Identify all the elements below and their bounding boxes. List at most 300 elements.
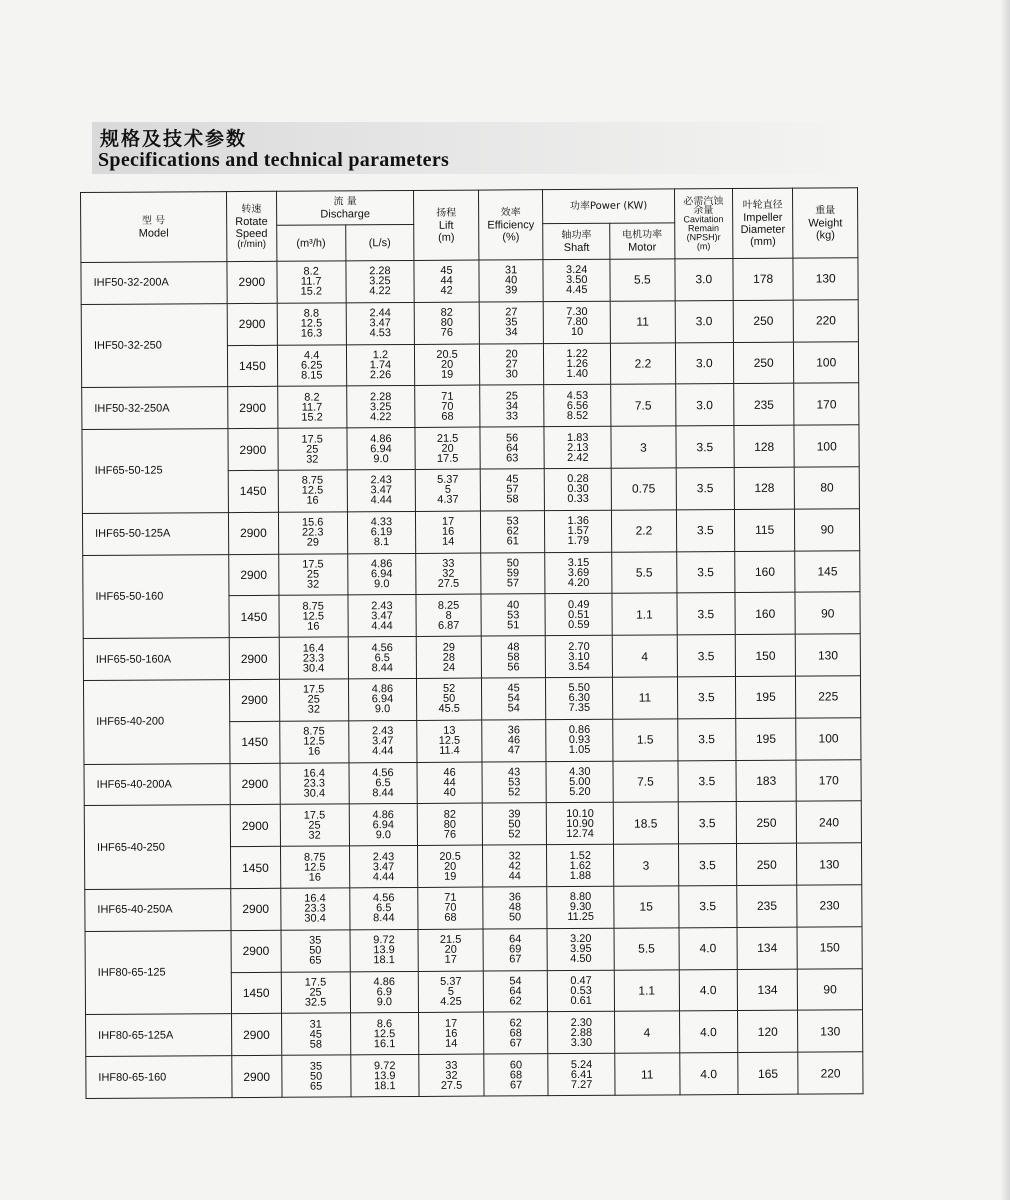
header-model: 型 号 Model xyxy=(81,192,227,263)
discharge-ls-cell-value: 16.1 xyxy=(373,1037,396,1050)
discharge-m3h-cell-value: 12.5 xyxy=(302,610,325,623)
shaft-power-cell-value: 0.51 xyxy=(568,608,590,621)
discharge-m3h-cell-value: 58 xyxy=(309,1038,323,1051)
efficiency-cell-value: 40 xyxy=(506,599,520,612)
discharge-m3h-cell-value: 25 xyxy=(307,693,320,706)
efficiency-cell xyxy=(479,260,544,302)
weight-cell: 100 xyxy=(794,425,859,467)
header-discharge: 流 量 Discharge xyxy=(276,190,414,225)
efficiency-cell-value: 27 xyxy=(505,306,518,319)
efficiency-cell-value: 57 xyxy=(506,483,519,496)
discharge-m3h-cell xyxy=(279,637,348,679)
discharge-ls-cell-value: 2.43 xyxy=(372,850,395,863)
discharge-m3h-cell xyxy=(277,386,346,428)
lift-cell-value: 68 xyxy=(441,410,454,423)
discharge-m3h-cell-value: 25 xyxy=(306,443,319,456)
table-row xyxy=(85,926,862,973)
efficiency-cell-value: 56 xyxy=(505,431,519,444)
header-npsh: 必需汽蚀 余量 Cavitation Remain (NPSH)r (m) xyxy=(674,189,733,259)
motor-power-cell: 11 xyxy=(615,1053,680,1095)
discharge-ls-cell-value: 4.44 xyxy=(370,494,393,507)
efficiency-cell-value: 34 xyxy=(505,400,519,413)
motor-power-cell: 4 xyxy=(612,635,677,677)
section-heading xyxy=(92,122,862,174)
discharge-ls-cell xyxy=(347,469,416,511)
shaft-power-cell-value: 6.30 xyxy=(568,692,591,705)
discharge-m3h-cell-value: 32 xyxy=(306,453,319,466)
table-row xyxy=(84,801,861,848)
shaft-power-cell-value: 0.86 xyxy=(568,724,591,737)
shaft-power-cell xyxy=(544,385,611,427)
discharge-m3h-cell-value: 8.2 xyxy=(304,391,320,404)
npsh-cell: 3.5 xyxy=(677,593,736,635)
npsh-cell: 3.5 xyxy=(678,885,737,927)
discharge-m3h-cell-value: 25 xyxy=(308,819,321,832)
lift-cell xyxy=(415,469,480,511)
header-row-top xyxy=(81,188,858,227)
discharge-ls-cell-value: 6.5 xyxy=(374,651,390,664)
shaft-power-cell-value: 0.53 xyxy=(570,984,592,997)
weight-cell: 130 xyxy=(797,843,862,885)
discharge-ls-cell-value: 18.1 xyxy=(374,1079,396,1092)
discharge-m3h-cell xyxy=(277,344,346,386)
lift-cell-value: 12.5 xyxy=(438,734,461,747)
lift-cell-value: 14 xyxy=(445,1037,458,1050)
efficiency-cell-value: 62 xyxy=(509,1017,522,1030)
shaft-power-cell-value: 3.20 xyxy=(570,933,592,946)
shaft-power-cell-value: 4.50 xyxy=(570,953,592,966)
shaft-power-cell-value: 0.28 xyxy=(567,473,589,486)
lift-cell-value: 50 xyxy=(442,693,456,706)
efficiency-cell-value: 25 xyxy=(505,390,519,403)
discharge-m3h-cell-value: 50 xyxy=(309,944,322,957)
discharge-m3h-cell xyxy=(277,303,346,345)
discharge-m3h-cell xyxy=(280,721,349,763)
efficiency-cell-value: 50 xyxy=(508,911,522,924)
shaft-power-cell-value: 7.80 xyxy=(566,316,588,329)
discharge-m3h-cell-value: 16 xyxy=(307,620,320,633)
lift-cell xyxy=(418,845,483,887)
discharge-m3h-cell-value: 12.5 xyxy=(303,735,325,748)
shaft-power-cell xyxy=(548,1012,615,1054)
model-cell: IHF65-40-200 xyxy=(83,680,229,764)
speed-cell: 1450 xyxy=(227,345,277,387)
impeller-diameter-cell: 250 xyxy=(733,300,794,342)
lift-cell-value: 45 xyxy=(440,265,453,278)
motor-power-cell: 11 xyxy=(610,301,675,343)
model-cell: IHF50-32-250 xyxy=(81,303,227,387)
shaft-power-cell xyxy=(546,761,613,803)
discharge-ls-cell-value: 9.72 xyxy=(373,934,395,947)
lift-cell-value: 17 xyxy=(441,515,455,528)
lift-cell-value: 11.4 xyxy=(439,744,460,757)
weight-cell: 90 xyxy=(795,509,860,551)
discharge-ls-cell xyxy=(349,887,418,929)
discharge-m3h-cell-value: 8.2 xyxy=(303,265,319,279)
discharge-ls-cell xyxy=(346,386,415,428)
lift-cell-value: 45.5 xyxy=(438,703,460,716)
motor-power-cell: 5.5 xyxy=(612,551,677,593)
efficiency-cell-value: 40 xyxy=(504,274,518,287)
npsh-cell: 3.0 xyxy=(675,300,734,342)
impeller-diameter-cell: 250 xyxy=(736,843,797,885)
table-row xyxy=(81,258,858,305)
discharge-ls-cell-value: 4.44 xyxy=(372,870,395,883)
lift-cell xyxy=(418,929,483,971)
shaft-power-cell-value: 1.57 xyxy=(567,525,590,538)
shaft-power-cell-value: 4.30 xyxy=(569,765,591,778)
discharge-m3h-cell xyxy=(281,930,350,972)
shaft-power-cell-value: 1.88 xyxy=(569,869,592,882)
shaft-power-cell-value: 1.36 xyxy=(567,515,589,528)
header-shaft-power: 轴功率 Shaft xyxy=(543,223,610,259)
lift-cell-value: 82 xyxy=(440,306,453,319)
speed-cell: 2900 xyxy=(228,387,278,429)
efficiency-cell xyxy=(480,469,545,511)
discharge-ls-cell-value: 1.74 xyxy=(369,359,392,372)
lift-cell-value: 24 xyxy=(442,661,456,674)
efficiency-cell-value: 69 xyxy=(509,943,522,956)
shaft-power-cell-value: 3.69 xyxy=(567,566,590,579)
impeller-diameter-cell: 128 xyxy=(734,425,795,467)
speed-cell: 2900 xyxy=(231,888,281,930)
efficiency-cell-value: 67 xyxy=(509,1078,523,1091)
lift-cell xyxy=(414,302,479,344)
discharge-ls-cell-value: 4.56 xyxy=(371,641,393,654)
discharge-m3h-cell-value: 30.4 xyxy=(304,912,326,925)
efficiency-cell xyxy=(483,1012,548,1054)
lift-cell-value: 68 xyxy=(444,912,457,925)
lift-cell-value: 44 xyxy=(443,776,456,789)
efficiency-cell-value: 58 xyxy=(506,493,519,506)
npsh-cell: 3.5 xyxy=(678,760,737,802)
shaft-power-cell-value: 0.30 xyxy=(567,483,589,496)
heading-title-en: Specifications and technical parameters xyxy=(98,149,450,171)
shaft-power-cell-value: 2.70 xyxy=(568,640,590,653)
efficiency-cell xyxy=(480,427,545,469)
discharge-ls-cell-value: 4.86 xyxy=(370,558,393,571)
shaft-power-cell-value: 4.53 xyxy=(566,389,589,402)
shaft-power-cell-value: 10.90 xyxy=(566,817,594,830)
speed-cell: 1450 xyxy=(229,596,279,638)
model-cell: IHF65-50-125 xyxy=(82,429,228,513)
table-row xyxy=(83,634,860,681)
model-cell: IHF80-65-160 xyxy=(86,1056,232,1099)
discharge-ls-cell xyxy=(349,804,418,846)
lift-cell xyxy=(419,971,484,1013)
discharge-ls-cell-value: 3.25 xyxy=(369,275,391,288)
lift-cell xyxy=(417,762,482,804)
weight-cell: 130 xyxy=(798,1010,863,1052)
lift-cell-value: 17.5 xyxy=(436,452,459,465)
discharge-ls-cell-value: 9.0 xyxy=(375,828,392,841)
discharge-ls-cell-value: 3.47 xyxy=(369,317,391,330)
efficiency-cell xyxy=(481,636,546,678)
discharge-m3h-cell-value: 17.5 xyxy=(301,433,323,446)
efficiency-cell-value: 42 xyxy=(508,859,521,872)
discharge-ls-cell xyxy=(348,637,417,679)
discharge-m3h-cell-value: 17.5 xyxy=(302,558,324,571)
motor-power-cell: 1.1 xyxy=(612,593,677,635)
lift-cell-value: 33 xyxy=(442,557,455,570)
discharge-m3h-cell-value: 45 xyxy=(309,1028,322,1041)
speed-cell: 2900 xyxy=(231,1014,281,1056)
model-cell: IHF65-40-250A xyxy=(85,889,231,932)
efficiency-cell-value: 52 xyxy=(508,828,521,841)
discharge-m3h-cell-value: 17.5 xyxy=(303,809,326,822)
npsh-cell: 3.5 xyxy=(677,635,736,677)
discharge-m3h-cell-value: 23.3 xyxy=(302,652,325,665)
discharge-ls-cell-value: 4.44 xyxy=(372,745,394,758)
shaft-power-cell-value: 4.45 xyxy=(566,284,588,297)
header-discharge-ls: (L/s) xyxy=(345,224,414,260)
shaft-power-cell xyxy=(548,1053,615,1095)
shaft-power-cell-value: 1.62 xyxy=(569,859,592,872)
shaft-power-cell-value: 0.61 xyxy=(570,994,592,1007)
lift-cell-value: 13 xyxy=(443,724,456,737)
motor-power-cell: 1.1 xyxy=(614,969,679,1011)
impeller-diameter-cell: 195 xyxy=(735,676,796,718)
discharge-m3h-cell-value: 12.5 xyxy=(304,861,326,874)
lift-cell-value: 14 xyxy=(442,535,455,548)
shaft-power-cell xyxy=(547,844,614,886)
shaft-power-cell-value: 12.74 xyxy=(566,827,594,840)
weight-cell: 170 xyxy=(796,759,861,801)
discharge-m3h-cell xyxy=(278,512,347,554)
efficiency-cell-value: 54 xyxy=(507,702,520,715)
discharge-ls-cell xyxy=(346,344,415,386)
lift-cell-value: 20 xyxy=(444,943,457,956)
discharge-ls-cell-value: 3.47 xyxy=(372,860,395,873)
discharge-ls-cell xyxy=(347,553,416,595)
shaft-power-cell-value: 2.13 xyxy=(567,441,589,454)
npsh-cell: 4.0 xyxy=(679,927,738,969)
lift-cell xyxy=(415,344,480,386)
discharge-ls-cell-value: 3.47 xyxy=(371,609,393,622)
lift-cell-value: 46 xyxy=(443,766,456,779)
speed-cell: 2900 xyxy=(227,261,277,303)
discharge-ls-cell xyxy=(350,929,419,971)
discharge-ls-cell-value: 2.28 xyxy=(369,265,391,278)
discharge-ls-cell-value: 9.0 xyxy=(374,703,391,716)
efficiency-cell xyxy=(480,385,545,427)
shaft-power-cell xyxy=(546,719,613,761)
lift-cell-value: 80 xyxy=(440,316,454,329)
efficiency-cell xyxy=(482,845,547,887)
efficiency-cell-value: 36 xyxy=(507,724,521,737)
impeller-diameter-cell: 178 xyxy=(733,258,794,300)
shaft-power-cell-value: 5.50 xyxy=(568,682,590,695)
shaft-power-cell xyxy=(547,886,614,928)
efficiency-cell-value: 33 xyxy=(505,410,519,423)
motor-power-cell: 5.5 xyxy=(610,259,675,301)
table-row xyxy=(82,509,859,556)
lift-cell-value: 17 xyxy=(444,1017,458,1030)
discharge-ls-cell-value: 6.5 xyxy=(375,777,391,790)
impeller-diameter-cell: 165 xyxy=(738,1052,799,1094)
discharge-ls-cell-value: 3.25 xyxy=(369,400,392,414)
shaft-power-cell xyxy=(544,343,611,385)
spec-table-body xyxy=(81,258,863,1099)
shaft-power-cell-value: 10 xyxy=(570,326,584,339)
discharge-m3h-cell-value: 16.4 xyxy=(303,767,325,780)
efficiency-cell-value: 31 xyxy=(504,264,518,277)
shaft-power-cell-value: 1.40 xyxy=(566,367,589,381)
shaft-power-cell-value: 2.42 xyxy=(567,451,589,464)
lift-cell xyxy=(419,1054,484,1096)
discharge-m3h-cell xyxy=(280,762,349,804)
efficiency-cell-value: 63 xyxy=(506,451,519,464)
speed-cell: 2900 xyxy=(230,763,280,805)
table-row xyxy=(81,300,858,347)
lift-cell xyxy=(416,636,481,678)
discharge-ls-cell-value: 8.44 xyxy=(371,661,394,674)
discharge-m3h-cell-value: 16.3 xyxy=(300,327,323,340)
weight-cell: 145 xyxy=(795,550,860,592)
efficiency-cell-value: 52 xyxy=(508,786,521,799)
speed-cell: 2900 xyxy=(229,637,279,679)
discharge-m3h-cell-value: 30.4 xyxy=(303,787,326,800)
efficiency-cell-value: 64 xyxy=(509,985,522,998)
discharge-m3h-cell-value: 32 xyxy=(308,829,321,842)
lift-cell xyxy=(416,511,481,553)
shaft-power-cell-value: 1.79 xyxy=(567,535,590,548)
lift-cell-value: 20 xyxy=(440,358,454,371)
motor-power-cell: 7.5 xyxy=(611,384,676,426)
lift-cell-value: 6.87 xyxy=(437,619,460,632)
discharge-m3h-cell-value: 23.3 xyxy=(304,902,326,915)
weight-cell: 170 xyxy=(794,383,859,425)
shaft-power-cell-value: 2.30 xyxy=(570,1016,593,1029)
discharge-m3h-cell xyxy=(278,470,347,512)
shaft-power-cell-value: 1.52 xyxy=(569,849,592,862)
discharge-ls-cell-value: 3.47 xyxy=(370,484,392,497)
discharge-m3h-cell-value: 31 xyxy=(309,1018,322,1031)
model-cell: IHF80-65-125A xyxy=(86,1014,232,1057)
efficiency-cell-value: 48 xyxy=(508,901,522,914)
shaft-power-cell-value: 10.10 xyxy=(566,807,594,820)
lift-cell-value: 21.5 xyxy=(436,432,459,445)
motor-power-cell: 18.5 xyxy=(613,802,678,844)
lift-cell-value: 4.37 xyxy=(437,494,459,507)
shaft-power-cell-value: 7.30 xyxy=(566,306,588,319)
motor-power-cell: 7.5 xyxy=(613,760,678,802)
discharge-ls-cell xyxy=(347,595,416,637)
page-edge-shadow xyxy=(1000,0,1010,1200)
impeller-diameter-cell: 120 xyxy=(737,1010,798,1052)
weight-cell: 90 xyxy=(798,968,863,1010)
discharge-ls-cell xyxy=(346,302,415,344)
lift-cell xyxy=(417,678,482,720)
impeller-diameter-cell: 235 xyxy=(737,885,798,927)
discharge-ls-cell xyxy=(346,428,415,470)
efficiency-cell-value: 39 xyxy=(508,808,521,821)
model-cell: IHF65-50-125A xyxy=(82,512,228,555)
weight-cell: 225 xyxy=(796,676,861,718)
lift-cell xyxy=(416,594,481,636)
discharge-m3h-cell-value: 8.75 xyxy=(303,851,326,864)
weight-cell: 130 xyxy=(796,634,861,676)
impeller-diameter-cell: 150 xyxy=(735,634,796,676)
efficiency-cell-value: 47 xyxy=(507,744,521,757)
discharge-m3h-cell-value: 50 xyxy=(309,1070,323,1083)
discharge-m3h-cell-value: 12.5 xyxy=(300,317,323,330)
shaft-power-cell-value: 1.22 xyxy=(566,347,588,361)
efficiency-cell-value: 59 xyxy=(506,567,520,580)
efficiency-cell-value: 48 xyxy=(507,640,520,653)
npsh-cell: 3.5 xyxy=(676,551,735,593)
lift-cell xyxy=(415,427,480,469)
lift-cell-value: 5.37 xyxy=(440,975,462,988)
discharge-ls-cell-value: 4.33 xyxy=(370,516,393,529)
discharge-ls-cell xyxy=(350,971,419,1013)
discharge-m3h-cell-value: 65 xyxy=(309,1080,323,1093)
impeller-diameter-cell: 134 xyxy=(737,927,798,969)
shaft-power-cell-value: 7.35 xyxy=(568,702,591,715)
header-lift: 扬程 Lift (m) xyxy=(414,190,479,260)
speed-cell: 2900 xyxy=(228,428,278,470)
discharge-m3h-cell-value: 11.7 xyxy=(300,275,322,289)
npsh-cell: 4.0 xyxy=(679,969,738,1011)
motor-power-cell: 4 xyxy=(615,1011,680,1053)
discharge-m3h-cell-value: 6.25 xyxy=(300,359,323,372)
header-speed: 转速 Rotate Speed (r/min) xyxy=(226,191,276,261)
discharge-ls-cell-value: 18.1 xyxy=(373,954,395,967)
table-row xyxy=(83,550,860,597)
shaft-power-cell-value: 3.10 xyxy=(568,650,590,663)
motor-power-cell: 2.2 xyxy=(611,510,676,552)
efficiency-cell-value: 50 xyxy=(508,818,521,831)
speed-cell: 1450 xyxy=(228,470,278,512)
discharge-m3h-cell-value: 15.2 xyxy=(300,285,323,299)
model-cell: IHF80-65-125 xyxy=(85,930,231,1014)
header-motor-power: 电机功率 Motor xyxy=(610,223,675,259)
header-discharge-m3h: (m³/h) xyxy=(277,225,346,261)
discharge-ls-cell-value: 4.86 xyxy=(372,808,394,821)
discharge-ls-cell xyxy=(350,1013,419,1055)
efficiency-cell xyxy=(483,970,548,1012)
header-power: 功率Power (KW) xyxy=(543,189,674,224)
impeller-diameter-cell: 160 xyxy=(735,551,796,593)
header-weight: 重量 Weight (kg) xyxy=(793,188,858,258)
discharge-ls-cell-value: 2.43 xyxy=(371,725,394,738)
discharge-m3h-cell xyxy=(279,679,348,721)
discharge-m3h-cell xyxy=(279,595,348,637)
lift-cell-value: 5 xyxy=(447,985,455,998)
npsh-cell: 3.5 xyxy=(678,802,737,844)
shaft-power-cell-value: 3.95 xyxy=(570,943,592,956)
discharge-ls-cell-value: 9.0 xyxy=(373,452,389,465)
lift-cell xyxy=(414,260,479,302)
lift-cell-value: 19 xyxy=(441,368,454,381)
shaft-power-cell xyxy=(545,552,612,594)
efficiency-cell-value: 53 xyxy=(508,776,521,789)
discharge-m3h-cell-value: 32.5 xyxy=(304,996,327,1009)
lift-cell xyxy=(417,720,482,762)
efficiency-cell-value: 39 xyxy=(505,284,518,297)
npsh-cell: 3.5 xyxy=(677,718,736,760)
lift-cell-value: 27.5 xyxy=(437,577,460,590)
shaft-power-cell-value: 4.20 xyxy=(567,576,590,589)
lift-cell-value: 19 xyxy=(444,870,457,883)
speed-cell: 2900 xyxy=(228,512,278,554)
npsh-cell: 4.0 xyxy=(679,1053,738,1095)
efficiency-cell xyxy=(479,301,544,343)
discharge-m3h-cell-value: 8.75 xyxy=(301,474,324,488)
npsh-cell: 3.0 xyxy=(675,384,734,426)
header-impeller: 叶轮直径 Impeller Diameter (mm) xyxy=(732,188,793,258)
discharge-ls-cell-value: 4.22 xyxy=(369,285,391,298)
